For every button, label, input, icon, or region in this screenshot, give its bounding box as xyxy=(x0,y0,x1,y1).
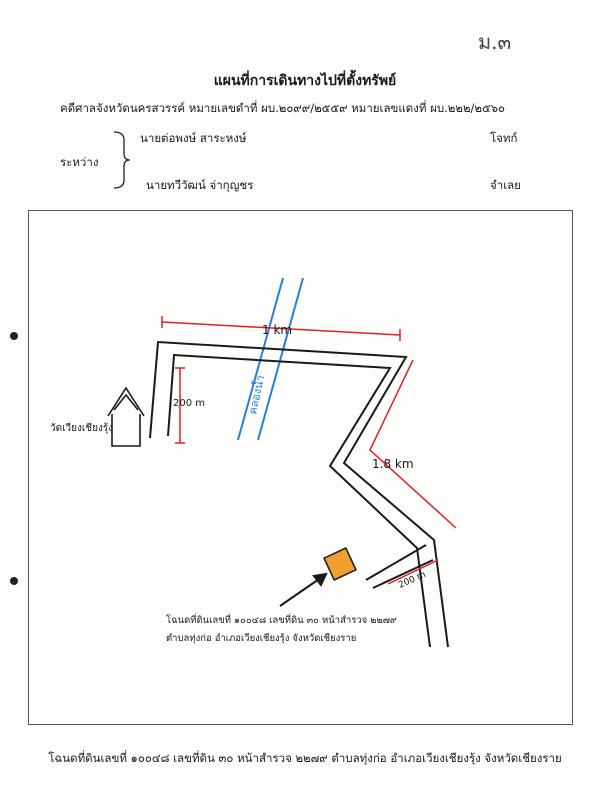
distance-diagonal-label: 1.8 km xyxy=(372,457,414,471)
plot-pointer-arrow xyxy=(280,574,326,606)
page-title: แผนที่การเดินทางไปที่ตั้งทรัพย์ xyxy=(213,73,397,89)
brace-icon xyxy=(112,130,132,190)
footer-deed-text: โฉนดที่ดินเลขที่ ๑๐๐๔๘ เลขที่ดิน ๓๐ หน้าสำรวจ ๒๒๗๙ ตำบลทุ่งก่อ อำเภอเวียงเชียงรุ้ง จังหวัดเชียงราย xyxy=(48,751,562,765)
defendant-role: จำเลย xyxy=(490,178,521,192)
case-number-line: คดีศาลจังหวัดนครสวรรค์ หมายเลขดำที่ ผบ.๒๐๙๙/๒๕๕๙ หมายเลขแดงที่ ผบ.๒๒๒/๒๕๖๐ xyxy=(60,101,506,115)
plaintiff-role: โจทก์ xyxy=(490,131,518,145)
page-number: ม.๓ xyxy=(478,30,512,54)
canal-label: คลองน้ำ xyxy=(246,374,268,416)
distance-vertical-label: 200 m xyxy=(173,398,206,409)
deed-line-1: โฉนดที่ดินเลขที่ ๑๐๐๔๘ เลขที่ดิน ๓๐ หน้าสำรวจ ๒๒๗๙ xyxy=(166,615,397,626)
plaintiff-name: นายต่อพงษ์ สาระหงษ์ xyxy=(140,131,247,145)
defendant-name: นายทวีวัฒน์ จ่ากุญชร xyxy=(146,178,254,192)
temple-label: วัดเวียงเชียงรุ้ง xyxy=(50,423,114,434)
temple-icon xyxy=(108,388,144,446)
land-plot xyxy=(324,548,356,580)
road-network xyxy=(150,342,448,647)
punch-hole-bottom xyxy=(10,577,18,585)
deed-label xyxy=(166,612,397,648)
between-label: ระหว่าง xyxy=(60,155,99,169)
distance-lower-label: 200 m xyxy=(397,569,428,591)
distance-top-label: 1 km xyxy=(262,323,293,337)
punch-hole-top xyxy=(10,332,18,340)
deed-line-2: ตำบลทุ่งก่อ อำเภอเวียงเชียงรุ้ง จังหวัดเชียงราย xyxy=(166,633,357,644)
